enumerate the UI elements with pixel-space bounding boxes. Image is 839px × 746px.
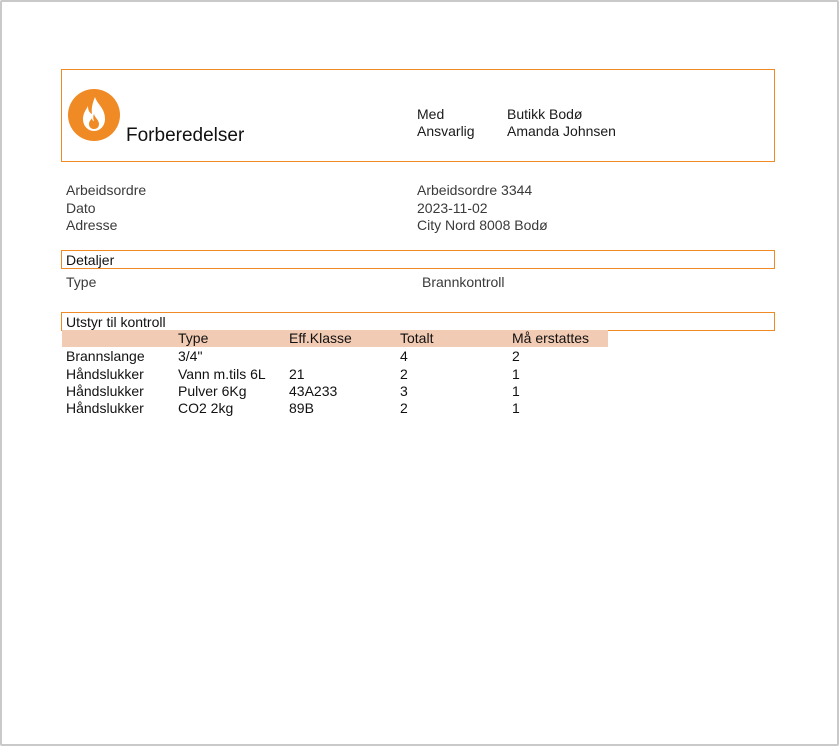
- info-label: Adresse: [66, 217, 118, 233]
- table-cell: Brannslange: [66, 348, 145, 364]
- section-heading: Detaljer: [66, 252, 115, 268]
- column-header: Totalt: [400, 330, 434, 346]
- table-cell: Håndslukker: [66, 366, 144, 382]
- flame-icon: [68, 89, 120, 141]
- table-cell: Håndslukker: [66, 400, 144, 416]
- info-value: Arbeidsordre 3344: [417, 182, 533, 198]
- table-cell: CO2 2kg: [178, 400, 234, 416]
- details-label: Type: [66, 274, 97, 290]
- details-value: Brannkontroll: [422, 274, 505, 290]
- equipment-table-header: [62, 330, 608, 347]
- info-value: 2023-11-02: [417, 200, 488, 216]
- table-cell: 3: [400, 383, 408, 399]
- table-cell: Pulver 6Kg: [178, 383, 247, 399]
- column-header: Type: [178, 330, 209, 346]
- table-cell: 4: [400, 348, 408, 364]
- meta-label: Ansvarlig: [417, 123, 475, 139]
- table-cell: 2: [512, 348, 520, 364]
- column-header: Må erstattes: [512, 330, 590, 346]
- section-heading: Utstyr til kontroll: [66, 314, 166, 330]
- table-cell: 89B: [289, 400, 314, 416]
- info-value: City Nord 8008 Bodø: [417, 217, 548, 233]
- table-cell: 1: [512, 400, 520, 416]
- info-label: Arbeidsordre: [66, 182, 147, 198]
- info-label: Dato: [66, 200, 96, 216]
- meta-value: Amanda Johnsen: [507, 123, 616, 139]
- details-section-header: [61, 250, 775, 269]
- table-cell: 2: [400, 400, 408, 416]
- equipment-section-header: [61, 312, 775, 331]
- table-cell: 21: [289, 366, 305, 382]
- header-box: [61, 69, 775, 162]
- table-cell: 2: [400, 366, 408, 382]
- table-cell: 1: [512, 366, 520, 382]
- page-title: Forberedelser: [126, 125, 245, 146]
- meta-label: Med: [417, 106, 445, 122]
- column-header: Eff.Klasse: [289, 330, 352, 346]
- table-cell: Håndslukker: [66, 383, 144, 399]
- table-cell: 3/4": [178, 348, 203, 364]
- table-cell: 43A233: [289, 383, 338, 399]
- meta-value: Butikk Bodø: [507, 106, 583, 122]
- table-cell: 1: [512, 383, 520, 399]
- table-cell: Vann m.tils 6L: [178, 366, 266, 382]
